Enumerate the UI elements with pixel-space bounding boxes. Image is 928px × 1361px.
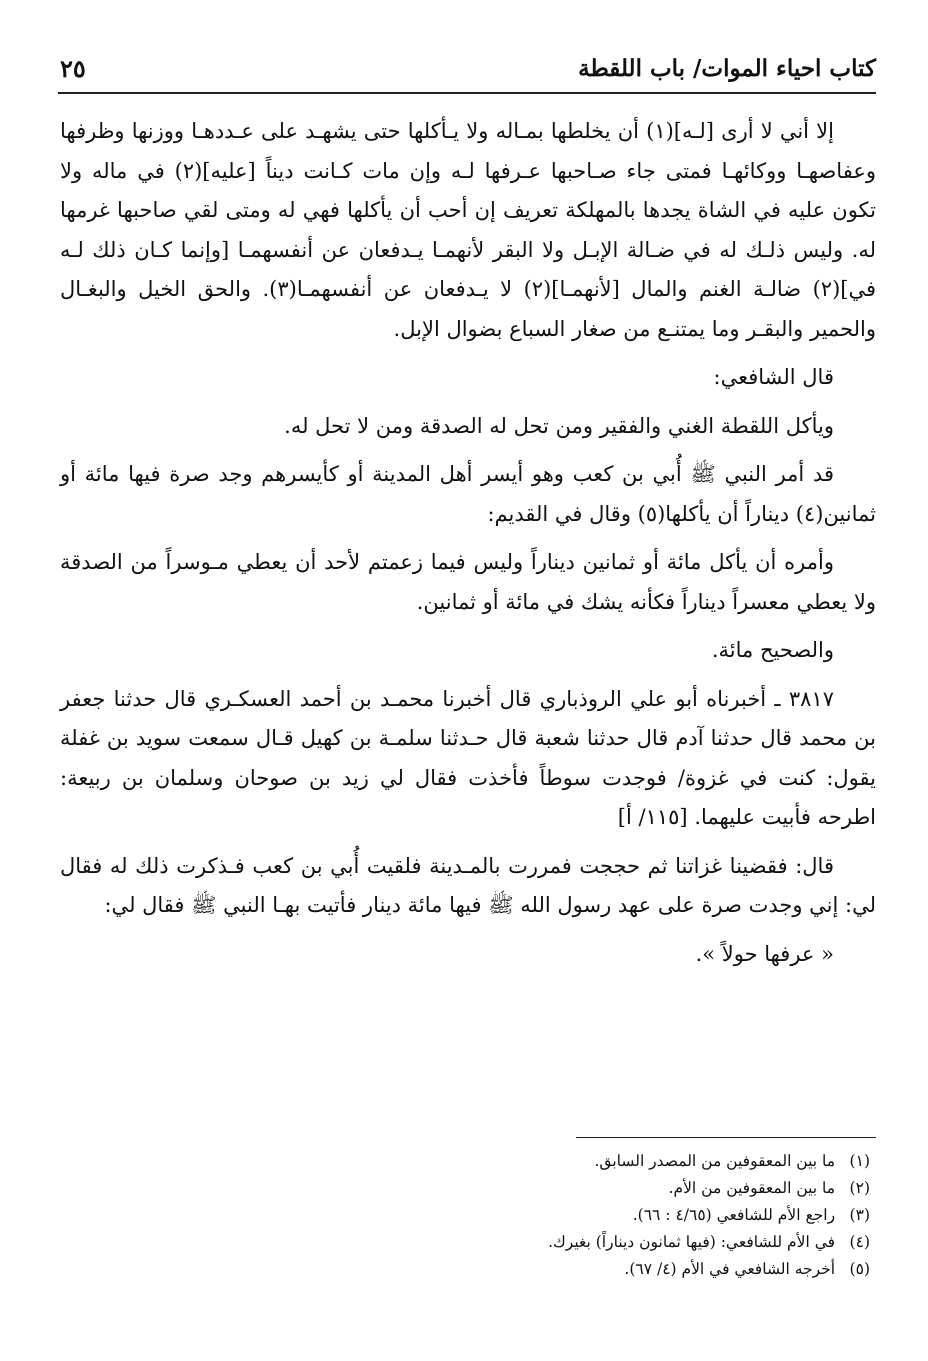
footnote xyxy=(60,1202,870,1229)
footnote xyxy=(60,1175,870,1202)
paragraph: والصحيح مائة. xyxy=(711,638,834,662)
paragraph: وأمره أن يأكل مائة أو ثمانين ديناراً وليس فيما زعمتم لأحد أن يعطي مـوسراً من الصدقة ولا يعطي معسراً ديناراً فكأنه يشك في مائة أو ثمانين. xyxy=(60,550,876,614)
paragraph: ويأكل اللقطة الغني والفقير ومن تحل له الصدقة ومن لا تحل له. xyxy=(284,413,834,438)
footnote-text: أخرجه الشافعي في الأم (٤/ ٦٧). xyxy=(624,1260,836,1278)
footnote-number: (٢) xyxy=(849,1179,870,1197)
footnote-number: (٥) xyxy=(849,1260,870,1278)
footnote xyxy=(60,1148,870,1175)
page-header xyxy=(60,46,876,90)
paragraph: قد أمر النبي ﷺ أُبي بن كعب وهو أيسر أهل المدينة أو كأيسرهم وجد صرة فيها مائة أو ثمانين(٤) ديناراً أن يأكلها(٥) وقال في القديم: xyxy=(60,462,876,526)
footnote-number: (٤) xyxy=(849,1233,870,1251)
footnote-text: راجع الأم للشافعي (٤/٦٥ : ٦٦). xyxy=(632,1206,836,1224)
main-text xyxy=(60,112,876,983)
footnote xyxy=(60,1229,870,1256)
footnote-divider xyxy=(576,1137,876,1138)
page-number: ٢٥ xyxy=(60,53,86,83)
manuscript-folio-reference: [١١٥/ أ] xyxy=(617,805,688,829)
hadith-paragraph xyxy=(60,680,876,838)
footnote-number: (٣) xyxy=(849,1206,870,1224)
paragraph: إلا أني لا أرى [لـه](١) أن يخلطها بمـاله ولا يـأكلها حتى يشهـد على عـددهـا ووزنها وظرفها وعفاصهـا ووكائهـا فمتى جاء صـاحبها عـرفها لـه وإن مات كـانت ديناً [عليه](٢) في ماله ولا تكون عليه في الشاة يجدها بالمهلكة تعريف إن أحب أن يأكلها فهي له ومتى لقي صاحبها غرمها له. وليس ذلـك له في ضـالة الإبـل ولا البقر لأنهمـا يـدفعان عن أنفسهمـا [وإنما كـان ذلك لـه في](٢) ضالـة الغنم والمال [لأنهمـا](٢) لا يـدفعان عن أنفسهمـا(٣). والحق الخيل والبغـال والحمير والبقـر وما يمتنـع من صغار السباع بضوال الإبل. xyxy=(60,119,876,341)
hadith-text: ٣٨١٧ ـ أخبرناه أبو علي الروذباري قال أخبرنا محمـد بن أحمد العسكـري قال حدثنا جعفر بن محمد قال حدثنا آدم قال حدثنا شعبة قال حـدثنا سلمـة بن كهيل قـال سمعت سويد بن غفلة يقول: كنت في غزوة/ فوجدت سوطاً فأخذت فقال لي زيد بن صوحان وسلمان بن ربيعة: اطرحه فأبيت عليهما. xyxy=(60,686,876,829)
footnote-number: (١) xyxy=(849,1152,870,1170)
footnote-text: ما بين المعقوفين من الأم. xyxy=(668,1179,836,1197)
footnote-text: في الأم للشافعي: (فيها ثمانون ديناراً) بغيرك. xyxy=(548,1233,836,1251)
paragraph: قال: فقضينا غزاتنا ثم حججت فمررت بالمـدينة فلقيت أُبي بن كعب فـذكرت ذلك له فقال لي: إني وجدت صرة على عهد رسول الله ﷺ فيها مائة دينار فأتيت بهـا النبي ﷺ فقال لي: xyxy=(60,853,876,917)
header-divider xyxy=(58,92,876,94)
footnote xyxy=(60,1256,870,1283)
footnote-text: ما بين المعقوفين من المصدر السابق. xyxy=(594,1152,836,1170)
footnotes xyxy=(60,1148,870,1283)
paragraph: قال الشافعي: xyxy=(713,365,834,389)
running-title: كتاب احياء الموات/ باب اللقطة xyxy=(578,54,876,82)
paragraph: « عرفها حولاً ». xyxy=(695,941,834,966)
